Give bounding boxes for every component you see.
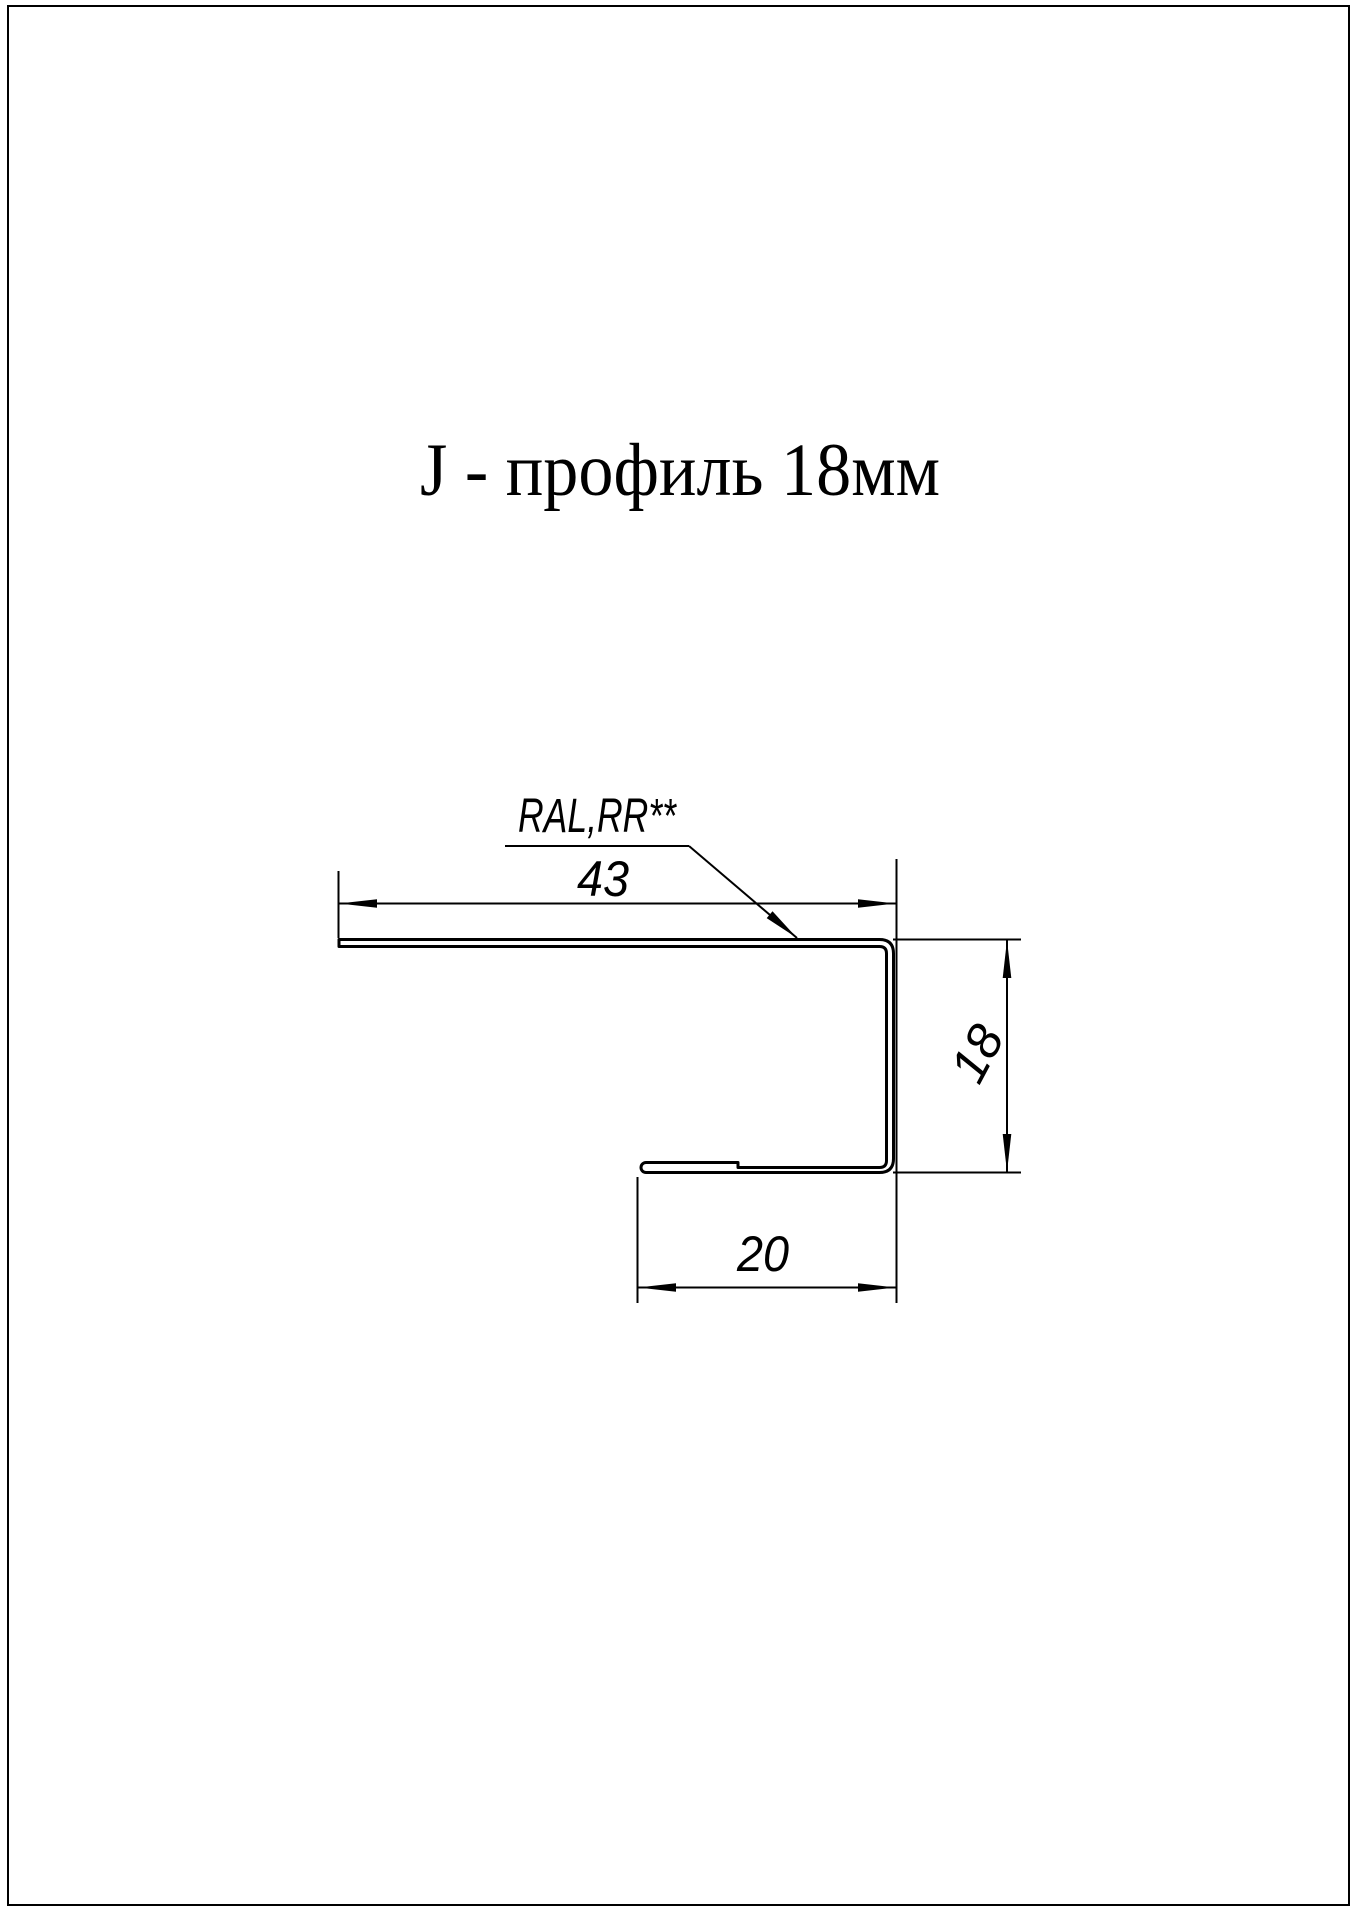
dimension-arrow-right — [858, 1283, 896, 1292]
dimension-bottom-width — [638, 1177, 897, 1303]
dimension-side-height — [893, 940, 1021, 1173]
dimension-value-top-width: 43 — [577, 851, 630, 907]
leader-arrow — [767, 911, 797, 938]
profile-outline — [339, 940, 894, 1173]
page-title: J - профиль 18мм — [420, 429, 940, 512]
dimension-arrow-right — [858, 899, 896, 908]
dimension-arrow-left — [339, 899, 377, 908]
dimension-value-side-height: 18 — [939, 1015, 1015, 1092]
dimension-arrow-top — [1003, 940, 1012, 978]
coating-leader — [505, 790, 797, 938]
dimension-arrow-bottom — [1003, 1134, 1012, 1172]
dimension-top-width — [339, 851, 897, 938]
dimension-arrow-left — [638, 1283, 676, 1292]
dimension-value-bottom-width: 20 — [736, 1226, 790, 1282]
coating-label: RAL,RR** — [518, 790, 677, 843]
